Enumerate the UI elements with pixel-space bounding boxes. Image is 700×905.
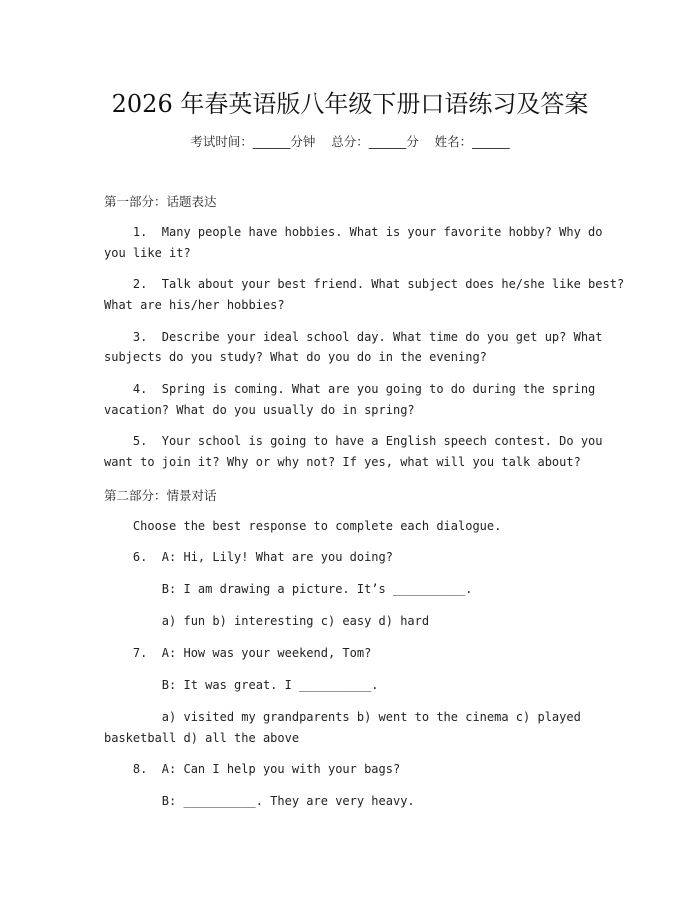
question-2-line-1: 2. Talk about your best friend. What subject does he/she like best?	[104, 277, 625, 291]
question-3-line-1: 3. Describe your ideal school day. What time do you get up? What	[104, 330, 603, 344]
exam-info-line: 考试时间：______分钟 总分：______分 姓名：______	[190, 134, 510, 149]
question-1-line-2: you like it?	[104, 246, 191, 260]
question-7-options-line-2: basketball d) all the above	[104, 731, 300, 745]
question-4-line-2: vacation? What do you usually do in spring?	[104, 403, 415, 417]
section-2-heading: 第二部分：情景对话	[104, 488, 217, 503]
question-5-line-2: want to join it? Why or why not? If yes, what will you talk about?	[104, 455, 581, 469]
page-title: 2026 年春英语版八年级下册口语练习及答案	[111, 90, 589, 118]
question-6-speaker-a: 6. A: Hi, Lily! What are you doing?	[104, 550, 393, 564]
section-1-heading: 第一部分：话题表达	[104, 194, 217, 209]
question-7-speaker-b: B: It was great. I __________.	[104, 678, 379, 692]
question-6-options: a) fun b) interesting c) easy d) hard	[104, 614, 430, 628]
question-8-speaker-a: 8. A: Can I help you with your bags?	[104, 762, 401, 776]
question-7-speaker-a: 7. A: How was your weekend, Tom?	[104, 646, 372, 660]
question-8-speaker-b: B: __________. They are very heavy.	[104, 794, 415, 808]
question-5-line-1: 5. Your school is going to have a English speech contest. Do you	[104, 434, 603, 448]
question-1-line-1: 1. Many people have hobbies. What is your favorite hobby? Why do	[104, 225, 603, 239]
question-4-line-1: 4. Spring is coming. What are you going to do during the spring	[104, 382, 596, 396]
question-7-options-line-1: a) visited my grandparents b) went to the cinema c) played	[104, 710, 581, 724]
dialogue-instruction: Choose the best response to complete each dialogue.	[104, 519, 502, 533]
question-6-speaker-b: B: I am drawing a picture. It’s __________.	[104, 582, 473, 596]
question-3-line-2: subjects do you study? What do you do in the evening?	[104, 350, 487, 364]
question-2-line-2: What are his/her hobbies?	[104, 298, 285, 312]
